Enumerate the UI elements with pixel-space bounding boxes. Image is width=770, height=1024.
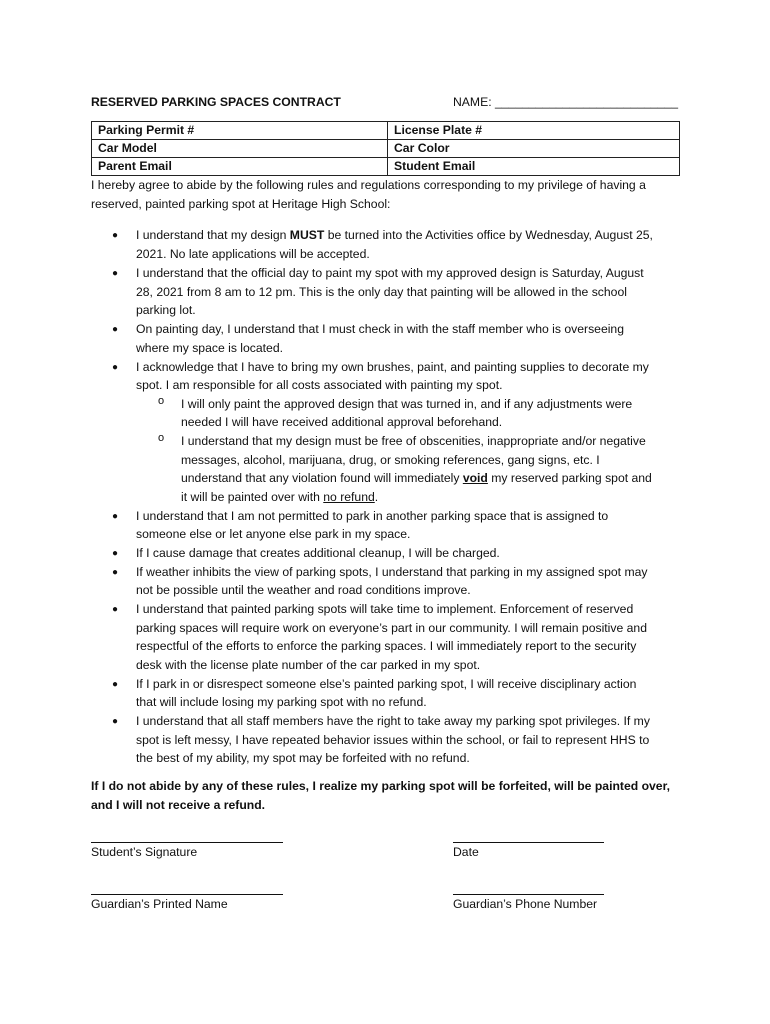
sub-bullet-icon: o — [158, 432, 165, 444]
student-signature-line[interactable] — [91, 842, 283, 843]
bullet-icon: ● — [112, 324, 119, 335]
rule-2-line-1: I understand that the official day to paint my spot with my approved design is Saturday, August — [136, 266, 644, 280]
rule-8-line-2: parking spaces will require work on everyone’s part in our community. I will remain positive and — [136, 621, 647, 635]
bullet-icon: ● — [112, 679, 119, 690]
student-email-cell[interactable]: Student Email — [388, 158, 680, 176]
subrule-2-line-1: I understand that my design must be free of obscenities, inappropriate and/or negative — [181, 434, 646, 448]
subrule-2-line-2: messages, alcohol, marijuana, drug, or smoking references, gang signs, etc. I — [181, 453, 600, 467]
bullet-icon: ● — [112, 548, 119, 559]
rule-10-line-3: the best of my ability, my spot may be forfeited with no refund. — [136, 751, 470, 765]
name-field[interactable]: NAME: ___________________________ — [453, 95, 678, 109]
rule-2-line-3: parking lot. — [136, 303, 196, 317]
contract-title: RESERVED PARKING SPACES CONTRACT — [91, 95, 341, 109]
parent-email-cell[interactable]: Parent Email — [92, 158, 388, 176]
rule-1-line-2: 2021. No late applications will be accepted. — [136, 247, 370, 261]
rule-4-line-1: I acknowledge that I have to bring my own brushes, paint, and painting supplies to decorate my — [136, 360, 649, 374]
guardian-phone-line[interactable] — [453, 894, 604, 895]
rule-8-line-4: desk with the license plate number of the car parked in my spot. — [136, 658, 481, 672]
car-color-cell[interactable]: Car Color — [388, 140, 680, 158]
forfeit-warning-line-2: and I will not receive a refund. — [91, 798, 266, 812]
rule-4-line-2: spot. I am responsible for all costs associated with painting my spot. — [136, 378, 503, 392]
rule-5-line-2: someone else or let anyone else park in my space. — [136, 527, 411, 541]
subrule-1-line-2: needed I will have received additional approval beforehand. — [181, 415, 503, 429]
intro-line-1: I hereby agree to abide by the following rules and regulations corresponding to my privilege of having a — [91, 178, 646, 192]
bullet-icon: ● — [112, 362, 119, 373]
rule-3-line-1: On painting day, I understand that I must check in with the staff member who is overseeing — [136, 322, 624, 336]
date-line[interactable] — [453, 842, 604, 843]
forfeit-warning-line-1: If I do not abide by any of these rules, I realize my parking spot will be forfeited, will be painted over, — [91, 779, 671, 793]
rule-10-line-1: I understand that all staff members have the right to take away my parking spot privileges. If my — [136, 714, 650, 728]
subrule-2-line-3: understand that any violation found will immediately void my reserved parking spot and — [181, 471, 652, 485]
guardian-name-line[interactable] — [91, 894, 283, 895]
bullet-icon: ● — [112, 511, 119, 522]
bullet-icon: ● — [112, 230, 119, 241]
rule-1-line-1: I understand that my design MUST be turned into the Activities office by Wednesday, August 25, — [136, 228, 653, 242]
bullet-icon: ● — [112, 567, 119, 578]
no-refund-emphasis: no refund — [323, 490, 375, 504]
bullet-icon: ● — [112, 268, 119, 279]
rule-8-line-3: respectful of the efforts to enforce the parking spaces. I will immediately report to the security — [136, 639, 637, 653]
table-row — [92, 158, 680, 176]
bullet-icon: ● — [112, 604, 119, 615]
parking-permit-cell[interactable]: Parking Permit # — [92, 122, 388, 140]
bullet-icon: ● — [112, 716, 119, 727]
rule-3-line-2: where my space is located. — [136, 341, 283, 355]
rule-7-line-1: If weather inhibits the view of parking spots, I understand that parking in my assigned spot may — [136, 565, 648, 579]
intro-line-2: reserved, painted parking spot at Heritage High School: — [91, 197, 391, 211]
subrule-2-line-4: it will be painted over with no refund. — [181, 490, 379, 504]
rule-9-line-1: If I park in or disrespect someone else’s painted parking spot, I will receive disciplinary action — [136, 677, 637, 691]
rule-8-line-1: I understand that painted parking spots will take time to implement. Enforcement of reserved — [136, 602, 634, 616]
vehicle-info-table — [91, 121, 680, 176]
void-emphasis: void — [462, 471, 488, 485]
rule-2-line-2: 28, 2021 from 8 am to 12 pm. This is the only day that painting will be allowed in the school — [136, 285, 627, 299]
sub-bullet-icon: o — [158, 395, 165, 407]
car-model-cell[interactable]: Car Model — [92, 140, 388, 158]
table-row — [92, 140, 680, 158]
rule-7-line-2: not be possible until the weather and road conditions improve. — [136, 583, 471, 597]
license-plate-cell[interactable]: License Plate # — [388, 122, 680, 140]
student-signature-label: Student’s Signature — [91, 845, 198, 859]
rule-10-line-2: spot is left messy, I have repeated behavior issues within the school, or fail to represent HHS to — [136, 733, 650, 747]
guardian-name-label: Guardian’s Printed Name — [91, 897, 228, 911]
table-row — [92, 122, 680, 140]
date-label: Date — [453, 845, 479, 859]
rule-6-line-1: If I cause damage that creates additional cleanup, I will be charged. — [136, 546, 500, 560]
rule-9-line-2: that will include losing my parking spot with no refund. — [136, 695, 427, 709]
guardian-phone-label: Guardian’s Phone Number — [453, 897, 598, 911]
subrule-1-line-1: I will only paint the approved design that was turned in, and if any adjustments were — [181, 397, 633, 411]
rule-5-line-1: I understand that I am not permitted to park in another parking space that is assigned to — [136, 509, 609, 523]
